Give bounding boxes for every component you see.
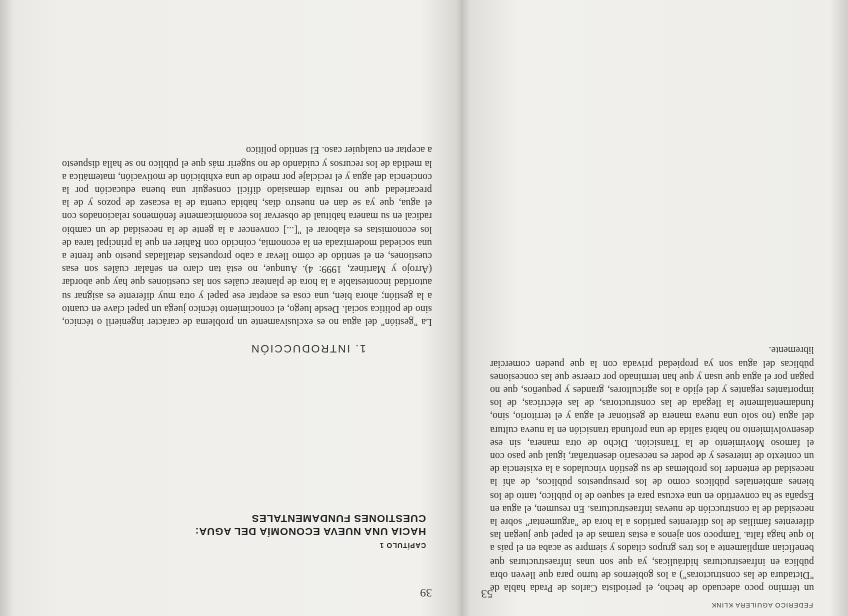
paragraph: un término poco adecuado de hecho, el periodista Carlos de Prada habla de "Dictadura de las constructoras") a los gobiernos de turno para que lleven obra pública en infraestructuras hidráulicas, ya que son unas infraestructuras que benefician ampliamente a los tres grupos citados y siempre se acaba en el país a lo que haga falta. Tampoco son ajenos a estas tramas de el papel que juegan las diferentes familias de los diferentes partidos a la hora de "argumentar" sobre la necesidad de la construcción de nuevas infraestructuras. En resumen, el agua en España se ha convertido en una excusa para el saqueo de lo público, tanto de los bienes ambientales públicos como de los presupuestos públicos, de ahí la necesidad de entender los problemas de su gestión vinculados a la existencia de un contexto de intereses y de poder es necesario desentrañar, igual que paso con el famoso Movimiento de la Transición. Dicho de otra manera, sin ese desenvolvimiento no habrá salida de una profunda transición en la nueva cultura del agua (no solo una nueva manera de gestionar el agua y el territorio, sino, fundamentalmente la llegada de las constructoras, de las eléctricas, de los importantes regantes y del ejido a los agricultores, grandes y pequeños, que no pagan por el agua que usan y que han terminado por creerse que las concesiones públicas del agua son ya propiedad privada con la que pueden comerciar libremente.	[490, 344, 814, 593]
section-heading: 1. INTRODUCCIÓN	[250, 342, 366, 354]
chapter-title: HACIA UNA NUEVA ECONOMÍA DEL AGUA: CUESTIONES FUNDAMENTALES	[194, 512, 426, 537]
left-page	[10, 0, 462, 616]
running-head: FEDERICO AGUILERA KLINK	[711, 601, 813, 608]
page-number: 39	[420, 586, 432, 600]
chapter-label: CAPÍTULO 1	[379, 541, 426, 548]
page-number: 53	[481, 587, 493, 601]
right-page	[462, 0, 848, 616]
left-page-rotated-content	[10, 0, 462, 616]
body-text	[62, 143, 432, 328]
chapter-header	[106, 511, 426, 548]
right-page-rotated-content	[462, 0, 848, 616]
body-text	[490, 343, 814, 594]
paragraph: La "gestión" del agua no es exclusivamente un problema de carácter ingenieril o técnico, sino de política social. Desde luego, el conocimiento técnico juega un papel clave en cuanto a la gestión; ahora bien, una cosa es aceptar ese papel y otra muy diferente es asignar su autoridad incontestable a la hora de plantear cuáles son las cuestiones que hay que abordar (Arrojo y Martínez, 1999: 4). Aunque, no está tan claro en señalar cuáles son esas cuestiones, en el sentido de cómo llevar a cabo propuestas detalladas puesto que frente a una sociedad modernizada en la economía, coincido con Rahier en que la principal tarea de los economistas es elaborar el "[...] convencer a la gente de la necesidad de un cambio radical en su manera habitual de observar los económicamente fenómenos relacionados con el agua, que ya se dan en nuestro días, habida cuenta de la escasez de pozos y de la precariedad que no resulta demasiado difícil conseguir una buena educación por la conciencia del agua y el reciclaje por medio de una exhibición de motivación, matemática a la medida de los recursos y cuidando de no sugerir más que el público no se halla dispuesto a aceptar en cualquier caso. El sentido político	[62, 144, 432, 327]
